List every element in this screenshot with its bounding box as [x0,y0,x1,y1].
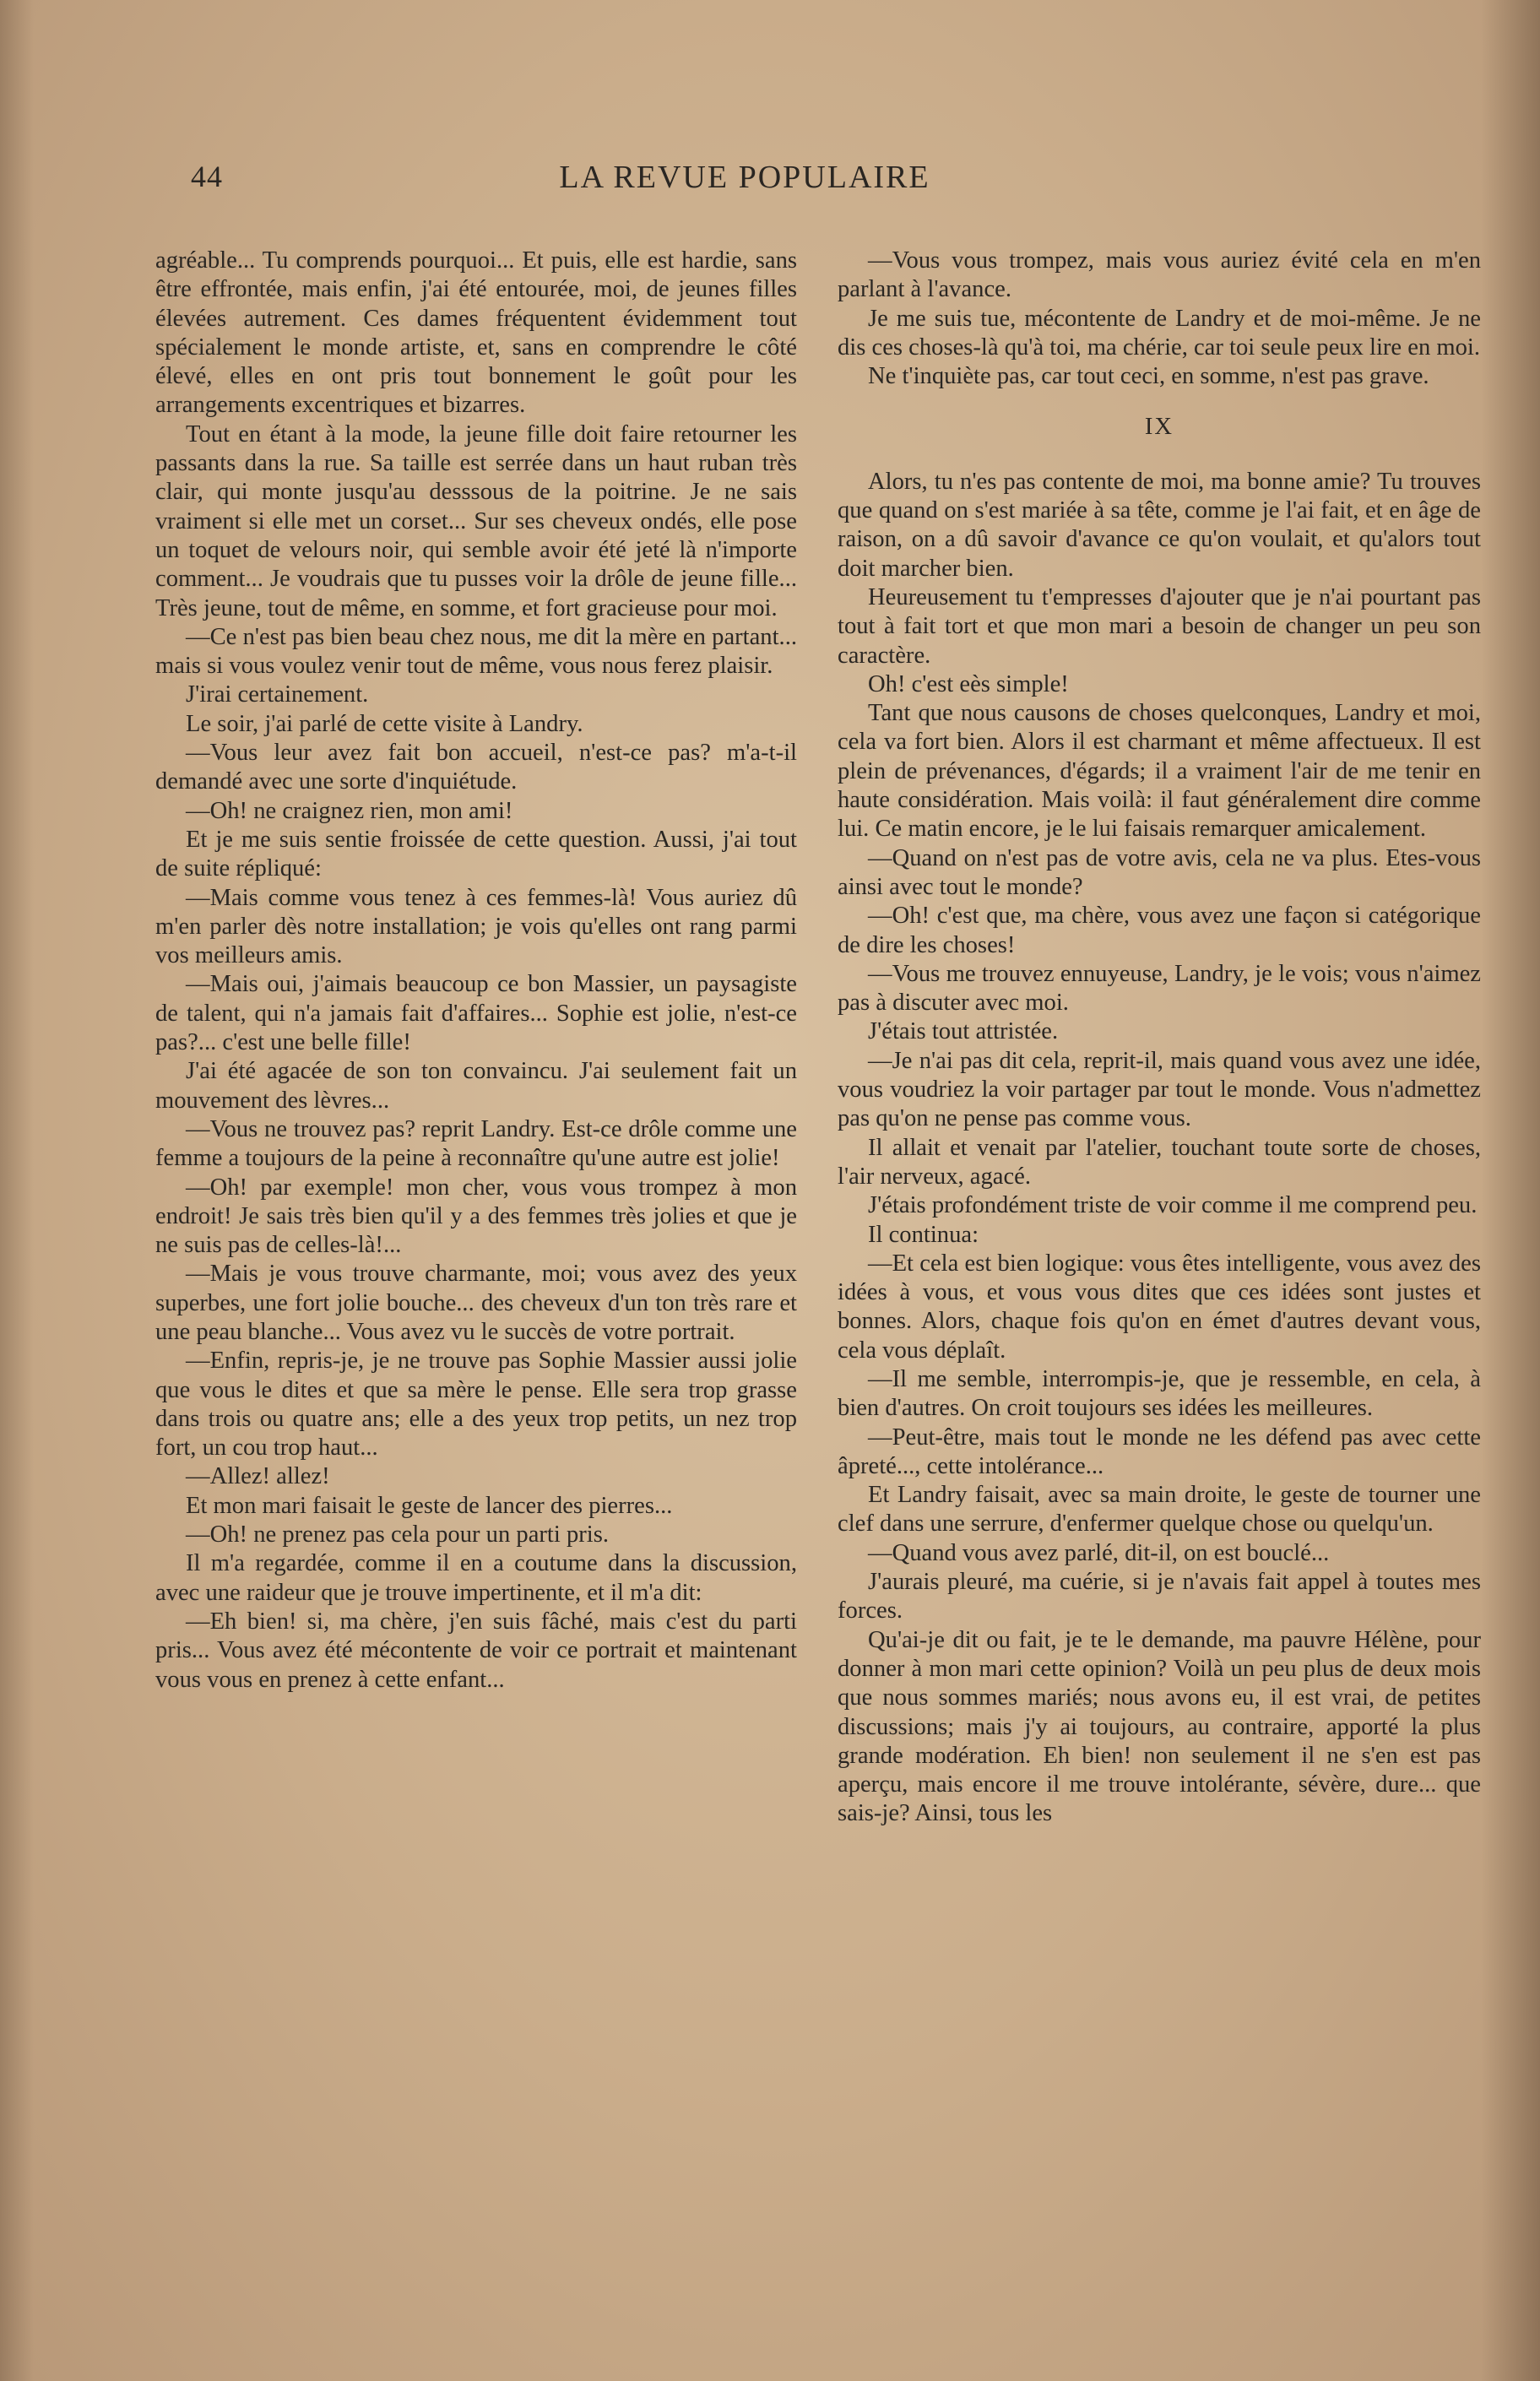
paragraph: —Vous leur avez fait bon accueil, n'est-ce pas? m'a-t-il demandé avec une sorte d'inquiétude. [155,740,797,795]
page-left-shadow [0,0,34,2381]
section-heading: IX [1144,414,1174,441]
paragraph: —Peut-être, mais tout le monde ne les défend pas avec cette âpreté..., cette intolérance... [838,1424,1481,1479]
page-header [0,159,1540,209]
paragraph: —Vous me trouvez ennuyeuse, Landry, je le vois; vous n'aimez pas à discuter avec moi. [838,960,1481,1017]
paragraph: Tant que nous causons de choses quelconques, Landry et moi, cela va fort bien. Alors il est charmant et même affectueux. Il est plein de prévenances, d'égards; il a vraiment l'air de me tenir en haute considération. Mais voilà: il faut généralement dire comme lui. Ce matin encore, je le lui faisais remarquer amicalement. [838,700,1481,843]
page-number: 44 [191,160,223,193]
paragraph: J'étais profondément triste de voir comme il me comprend peu. [868,1192,1478,1219]
paragraph: —Eh bien! si, ma chère, j'en suis fâché, mais c'est du parti pris... Vous avez été mécontente de voir ce portrait et maintenant vous vous en prenez à cette enfant... [155,1608,797,1693]
paragraph: Et je me suis sentie froissée de cette question. Aussi, j'ai tout de suite répliqué: [155,826,797,882]
paragraph: Heureusement tu t'empresses d'ajouter que je n'ai pourtant pas tout à fait tort et que mon mari a besoin de changer un peu son caractère. [838,583,1481,669]
paragraph: J'ai été agacée de son ton convaincu. J'ai seulement fait un mouvement des lèvres... [155,1058,797,1114]
paragraph: J'aurais pleuré, ma cuérie, si je n'avais fait appel à toutes mes forces. [838,1569,1481,1624]
paragraph: —Ce n'est pas bien beau chez nous, me dit la mère en partant... mais si vous voulez venir tout de même, vous nous ferez plaisir. [155,623,797,680]
paragraph: —Oh! ne craignez rien, mon ami! [186,797,513,824]
paragraph: —Allez! allez! [186,1463,330,1490]
paragraph: Qu'ai-je dit ou fait, je te le demande, ma pauvre Hélène, pour donner à mon mari cette opinion? Voilà un peu plus de deux mois que nous sommes mariés; nous avons eu, il est vrai, de petites discussions; mais j'y ai toujours, au contraire, apporté la plus grande modération. Eh bien! non seulement il ne s'en est pas aperçu, mais encore il me trouve intolérante, sévère, dure... que sais-je? Ainsi, tous les [838,1626,1481,1827]
paragraph: —Mais oui, j'aimais beaucoup ce bon Massier, un paysagiste de talent, qui n'a jamais fait d'affaires... Sophie est jolie, n'est-ce pas?... c'est une belle fille! [155,971,797,1056]
paragraph: —Quand vous avez parlé, dit-il, on est bouclé... [868,1539,1330,1566]
paragraph: —Et cela est bien logique: vous êtes intelligente, vous avez des idées à vous, et vous vous dites que ces idées sont justes et bonnes. Alors, chaque fois qu'on en émet d'autres devant vous, cela vous déplaît. [838,1250,1481,1364]
paragraph: —Mais je vous trouve charmante, moi; vous avez des yeux superbes, une fort jolie bouche... des cheveux d'un ton très rare et une peau blanche... Vous avez vu le succès de votre portrait. [155,1261,797,1345]
paragraph: —Oh! par exemple! mon cher, vous vous trompez à mon endroit! Je sais très bien qu'il y a des femmes très jolies et que je ne suis pas de celles-là!... [155,1174,797,1259]
paragraph: Tout en étant à la mode, la jeune fille doit faire retourner les passants dans la rue. Sa taille est serrée dans un haut ruban très clair, qui monte jusqu'au desssous de la poitrine. Je ne sais vraiment si elle met un corset... Sur ses cheveux ondés, elle pose un toquet de velours noir, qui semble avoir été jeté là n'importe comment... Je voudrais que tu pusses voir la drôle de jeune fille... Très jeune, tout de même, en somme, et fort gracieuse pour moi. [155,420,797,621]
left-column [155,247,797,1695]
paragraph: Le soir, j'ai parlé de cette visite à Landry. [186,710,583,737]
paragraph: —Il me semble, interrompis-je, que je ressemble, en cela, à bien d'autres. On croit toujours ses idées les meilleures. [838,1365,1481,1422]
page-right-shadow [1481,0,1540,2381]
paragraph: J'irai certainement. [186,681,369,708]
paragraph: —Vous ne trouvez pas? reprit Landry. Est-ce drôle comme une femme a toujours de la peine à reconnaître qu'une autre est jolie! [155,1115,797,1172]
paragraph: Il m'a regardée, comme il en a coutume dans la discussion, avec une raideur que je trouve impertinente, et il m'a dit: [155,1550,797,1606]
paragraph: —Quand on n'est pas de votre avis, cela ne va plus. Etes-vous ainsi avec tout le monde? [838,844,1481,900]
paragraph: —Oh! ne prenez pas cela pour un parti pris. [186,1521,610,1548]
paragraph: Je me suis tue, mécontente de Landry et de moi-même. Je ne dis ces choses-là qu'à toi, ma chérie, car toi seule peux lire en moi. [838,305,1481,361]
paragraph: —Je n'ai pas dit cela, reprit-il, mais quand vous avez une idée, vous voudriez la voir partager par tout le monde. Vous n'admettez pas qu'on ne pense pas comme vous. [838,1047,1481,1132]
paragraph: Et Landry faisait, avec sa main droite, le geste de tourner une clef dans une serrure, d'enfermer quelque chose ou quelqu'un. [838,1482,1481,1538]
paragraph: J'étais tout attristée. [868,1018,1059,1045]
paragraph: Il allait et venait par l'atelier, touchant toute sorte de choses, l'air nerveux, agacé. [838,1134,1481,1190]
paragraph: —Vous vous trompez, mais vous auriez évité cela en m'en parlant à l'avance. [838,247,1481,303]
paragraph: Ne t'inquiète pas, car tout ceci, en somme, n'est pas grave. [868,363,1429,390]
paragraph: —Enfin, repris-je, je ne trouve pas Sophie Massier aussi jolie que vous le dites et que sa mère le pense. Elle sera trop grasse dans trois ou quatre ans; elle a des yeux trop petits, un nez trop fort, un cou trop haut... [155,1348,797,1462]
right-column [838,247,1481,1829]
paragraph: Oh! c'est eès simple! [868,670,1069,697]
paragraph: —Mais comme vous tenez à ces femmes-là! Vous auriez dû m'en parler dès notre installation; je vois qu'elles ont rang parmi vos meilleurs amis. [155,884,797,969]
paragraph: Et mon mari faisait le geste de lancer des pierres... [186,1492,673,1519]
paragraph: Alors, tu n'es pas contente de moi, ma bonne amie? Tu trouves que quand on s'est mariée à sa tête, comme je l'ai fait, et en âge de raison, on a dû savoir d'avance ce qu'on voulait, et qu'alors tout doit marcher bien. [838,468,1481,582]
paragraph: —Oh! c'est que, ma chère, vous avez une façon si catégorique de dire les choses! [838,903,1481,958]
running-title: LA REVUE POPULAIRE [559,160,930,195]
paragraph: Il continua: [868,1221,979,1248]
paragraph: agréable... Tu comprends pourquoi... Et puis, elle est hardie, sans être effrontée, mais enfin, j'ai été entourée, moi, de jeunes filles élevées autrement. Ces dames fréquentent évidemment tout spécialement le monde artiste, et, sans en comprendre le côté élevé, elles en ont pris tout bonnement le goût pour les arrangements excentriques et bizarres. [155,247,797,419]
